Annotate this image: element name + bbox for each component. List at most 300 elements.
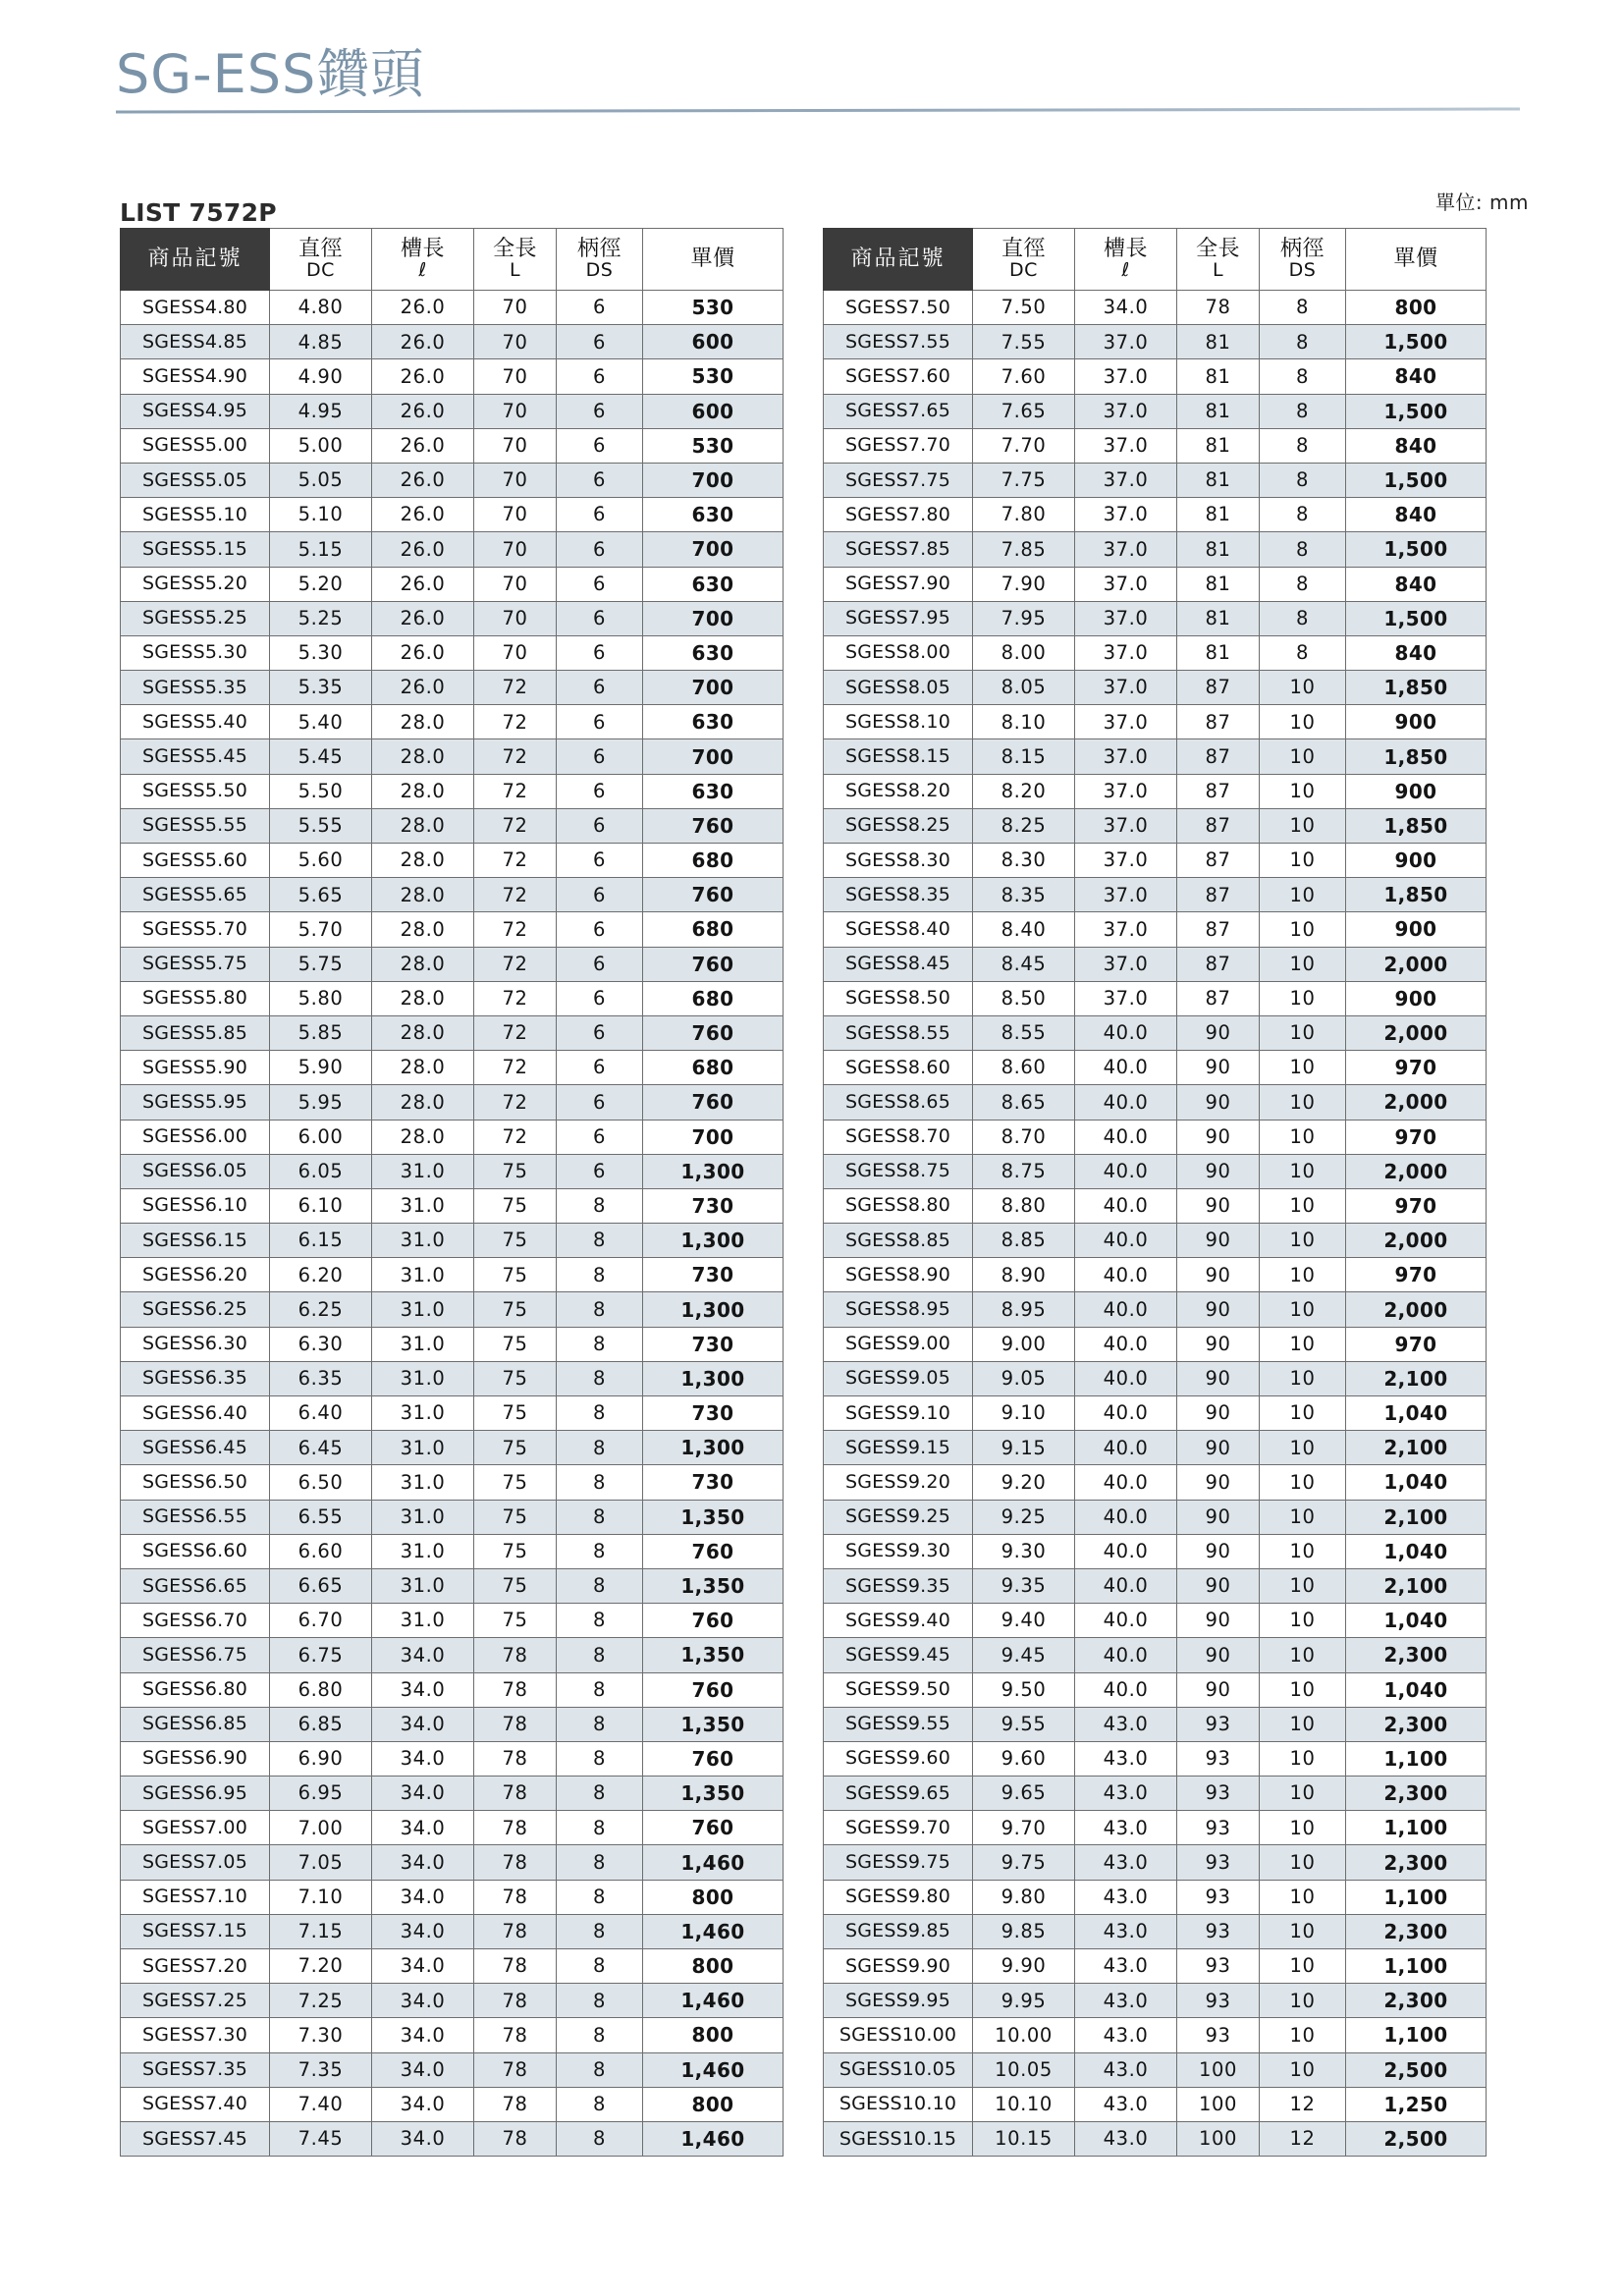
cell-shank-diameter: 8 bbox=[557, 1188, 643, 1223]
cell-unit-price: 1,850 bbox=[1346, 878, 1487, 912]
cell-diameter-dc: 6.35 bbox=[270, 1361, 372, 1395]
cell-shank-diameter: 6 bbox=[557, 671, 643, 705]
cell-unit-price: 1,040 bbox=[1346, 1534, 1487, 1568]
cell-diameter-dc: 7.85 bbox=[973, 532, 1075, 567]
cell-diameter-dc: 6.30 bbox=[270, 1327, 372, 1361]
cell-unit-price: 680 bbox=[643, 844, 784, 878]
table-row bbox=[121, 1534, 784, 1568]
cell-product-code: SGESS7.00 bbox=[121, 1811, 270, 1845]
cell-shank-diameter: 10 bbox=[1260, 1500, 1346, 1534]
col-header-unit-price bbox=[643, 229, 784, 291]
cell-overall-length: 75 bbox=[474, 1431, 557, 1465]
cell-flute-length: 40.0 bbox=[1075, 1327, 1177, 1361]
table-row bbox=[824, 1224, 1487, 1258]
cell-flute-length: 43.0 bbox=[1075, 2121, 1177, 2156]
cell-product-code: SGESS7.70 bbox=[824, 428, 973, 463]
cell-diameter-dc: 9.25 bbox=[973, 1500, 1075, 1534]
page-header bbox=[116, 43, 1530, 112]
table-row bbox=[824, 359, 1487, 394]
cell-product-code: SGESS6.80 bbox=[121, 1672, 270, 1707]
cell-overall-length: 90 bbox=[1177, 1396, 1260, 1431]
cell-overall-length: 72 bbox=[474, 1015, 557, 1050]
cell-diameter-dc: 7.15 bbox=[270, 1914, 372, 1948]
cell-flute-length: 37.0 bbox=[1075, 498, 1177, 532]
col-header-unit-price-cn: 單價 bbox=[1393, 246, 1438, 271]
cell-unit-price: 1,300 bbox=[643, 1154, 784, 1188]
cell-shank-diameter: 8 bbox=[557, 1672, 643, 1707]
cell-shank-diameter: 8 bbox=[557, 1604, 643, 1638]
cell-unit-price: 1,100 bbox=[1346, 1949, 1487, 1984]
table-row bbox=[824, 1120, 1487, 1154]
cell-shank-diameter: 6 bbox=[557, 463, 643, 497]
table-row bbox=[824, 1051, 1487, 1085]
cell-unit-price: 1,100 bbox=[1346, 1811, 1487, 1845]
cell-diameter-dc: 7.95 bbox=[973, 601, 1075, 635]
cell-diameter-dc: 9.60 bbox=[973, 1741, 1075, 1776]
cell-diameter-dc: 9.45 bbox=[973, 1638, 1075, 1672]
cell-product-code: SGESS7.35 bbox=[121, 2052, 270, 2087]
table-row bbox=[121, 705, 784, 739]
cell-shank-diameter: 8 bbox=[1260, 291, 1346, 325]
cell-product-code: SGESS9.75 bbox=[824, 1845, 973, 1880]
cell-flute-length: 43.0 bbox=[1075, 1880, 1177, 1914]
cell-unit-price: 2,500 bbox=[1346, 2121, 1487, 2156]
cell-product-code: SGESS6.20 bbox=[121, 1258, 270, 1292]
cell-diameter-dc: 8.85 bbox=[973, 1224, 1075, 1258]
cell-product-code: SGESS5.30 bbox=[121, 635, 270, 670]
cell-diameter-dc: 7.75 bbox=[973, 463, 1075, 497]
cell-product-code: SGESS6.40 bbox=[121, 1396, 270, 1431]
col-header-flute-length-en: ℓ bbox=[1121, 258, 1130, 281]
cell-shank-diameter: 6 bbox=[557, 359, 643, 394]
cell-overall-length: 70 bbox=[474, 635, 557, 670]
cell-overall-length: 90 bbox=[1177, 1465, 1260, 1500]
cell-overall-length: 90 bbox=[1177, 1051, 1260, 1085]
table-row bbox=[121, 947, 784, 981]
cell-product-code: SGESS6.30 bbox=[121, 1327, 270, 1361]
cell-shank-diameter: 6 bbox=[557, 739, 643, 774]
col-header-flute-length-en: ℓ bbox=[418, 258, 427, 281]
cell-overall-length: 78 bbox=[474, 1949, 557, 1984]
cell-product-code: SGESS6.65 bbox=[121, 1568, 270, 1603]
cell-overall-length: 70 bbox=[474, 498, 557, 532]
cell-shank-diameter: 8 bbox=[557, 2121, 643, 2156]
cell-unit-price: 2,000 bbox=[1346, 1224, 1487, 1258]
cell-shank-diameter: 10 bbox=[1260, 1361, 1346, 1395]
cell-flute-length: 43.0 bbox=[1075, 1984, 1177, 2018]
cell-flute-length: 40.0 bbox=[1075, 1396, 1177, 1431]
cell-flute-length: 34.0 bbox=[372, 1741, 474, 1776]
spec-table-right bbox=[823, 228, 1487, 2157]
cell-product-code: SGESS8.00 bbox=[824, 635, 973, 670]
cell-unit-price: 2,000 bbox=[1346, 1085, 1487, 1120]
cell-diameter-dc: 9.05 bbox=[973, 1361, 1075, 1395]
cell-flute-length: 28.0 bbox=[372, 739, 474, 774]
cell-product-code: SGESS8.50 bbox=[824, 981, 973, 1015]
table-row bbox=[824, 1154, 1487, 1188]
cell-flute-length: 34.0 bbox=[372, 1777, 474, 1811]
table-row bbox=[824, 1534, 1487, 1568]
cell-product-code: SGESS7.10 bbox=[121, 1880, 270, 1914]
table-row bbox=[824, 1845, 1487, 1880]
cell-shank-diameter: 10 bbox=[1260, 739, 1346, 774]
cell-unit-price: 700 bbox=[643, 671, 784, 705]
cell-overall-length: 93 bbox=[1177, 1914, 1260, 1948]
cell-shank-diameter: 10 bbox=[1260, 2018, 1346, 2052]
cell-unit-price: 2,300 bbox=[1346, 1777, 1487, 1811]
col-header-flute-length-cn: 槽長 bbox=[400, 236, 445, 261]
cell-product-code: SGESS6.00 bbox=[121, 1120, 270, 1154]
cell-overall-length: 70 bbox=[474, 428, 557, 463]
cell-overall-length: 70 bbox=[474, 567, 557, 601]
cell-flute-length: 31.0 bbox=[372, 1258, 474, 1292]
cell-diameter-dc: 7.35 bbox=[270, 2052, 372, 2087]
cell-unit-price: 730 bbox=[643, 1465, 784, 1500]
title-divider bbox=[116, 107, 1520, 113]
cell-overall-length: 75 bbox=[474, 1500, 557, 1534]
cell-diameter-dc: 7.00 bbox=[270, 1811, 372, 1845]
cell-overall-length: 78 bbox=[474, 2018, 557, 2052]
cell-flute-length: 37.0 bbox=[1075, 394, 1177, 428]
cell-shank-diameter: 12 bbox=[1260, 2121, 1346, 2156]
col-header-diameter-en: DC bbox=[1009, 258, 1038, 281]
cell-flute-length: 31.0 bbox=[372, 1224, 474, 1258]
cell-diameter-dc: 4.90 bbox=[270, 359, 372, 394]
cell-flute-length: 34.0 bbox=[372, 2087, 474, 2121]
cell-unit-price: 1,100 bbox=[1346, 2018, 1487, 2052]
cell-flute-length: 34.0 bbox=[372, 1811, 474, 1845]
header-row bbox=[121, 229, 784, 291]
cell-diameter-dc: 6.95 bbox=[270, 1777, 372, 1811]
spec-table-left-wrapper bbox=[120, 228, 783, 2157]
cell-product-code: SGESS7.55 bbox=[824, 325, 973, 359]
cell-shank-diameter: 8 bbox=[1260, 601, 1346, 635]
cell-shank-diameter: 10 bbox=[1260, 1051, 1346, 1085]
col-header-shank-diameter-en: DS bbox=[585, 258, 614, 281]
cell-product-code: SGESS7.95 bbox=[824, 601, 973, 635]
cell-shank-diameter: 10 bbox=[1260, 1120, 1346, 1154]
cell-shank-diameter: 6 bbox=[557, 601, 643, 635]
cell-flute-length: 40.0 bbox=[1075, 1120, 1177, 1154]
cell-diameter-dc: 6.25 bbox=[270, 1292, 372, 1327]
cell-unit-price: 1,500 bbox=[1346, 463, 1487, 497]
table-header-right bbox=[824, 229, 1487, 291]
cell-shank-diameter: 10 bbox=[1260, 1224, 1346, 1258]
cell-shank-diameter: 10 bbox=[1260, 1672, 1346, 1707]
cell-product-code: SGESS7.30 bbox=[121, 2018, 270, 2052]
table-row bbox=[824, 325, 1487, 359]
cell-shank-diameter: 10 bbox=[1260, 1396, 1346, 1431]
cell-unit-price: 800 bbox=[643, 1949, 784, 1984]
table-row bbox=[121, 394, 784, 428]
cell-shank-diameter: 8 bbox=[557, 1568, 643, 1603]
cell-diameter-dc: 9.95 bbox=[973, 1984, 1075, 2018]
cell-overall-length: 78 bbox=[474, 1672, 557, 1707]
cell-diameter-dc: 6.65 bbox=[270, 1568, 372, 1603]
cell-unit-price: 2,000 bbox=[1346, 1154, 1487, 1188]
table-row bbox=[824, 1327, 1487, 1361]
cell-product-code: SGESS6.95 bbox=[121, 1777, 270, 1811]
cell-overall-length: 90 bbox=[1177, 1361, 1260, 1395]
table-row bbox=[824, 1672, 1487, 1707]
cell-diameter-dc: 6.85 bbox=[270, 1707, 372, 1741]
cell-overall-length: 93 bbox=[1177, 1777, 1260, 1811]
cell-product-code: SGESS7.50 bbox=[824, 291, 973, 325]
cell-shank-diameter: 8 bbox=[557, 1361, 643, 1395]
cell-flute-length: 31.0 bbox=[372, 1604, 474, 1638]
cell-product-code: SGESS9.40 bbox=[824, 1604, 973, 1638]
cell-overall-length: 78 bbox=[474, 1811, 557, 1845]
cell-flute-length: 43.0 bbox=[1075, 1707, 1177, 1741]
cell-unit-price: 840 bbox=[1346, 359, 1487, 394]
cell-flute-length: 43.0 bbox=[1075, 1914, 1177, 1948]
cell-unit-price: 700 bbox=[643, 1120, 784, 1154]
cell-flute-length: 43.0 bbox=[1075, 2087, 1177, 2121]
cell-unit-price: 1,460 bbox=[643, 1845, 784, 1880]
cell-shank-diameter: 10 bbox=[1260, 774, 1346, 808]
cell-diameter-dc: 8.10 bbox=[973, 705, 1075, 739]
cell-unit-price: 1,460 bbox=[643, 1984, 784, 2018]
table-row bbox=[824, 1741, 1487, 1776]
table-row bbox=[121, 1880, 784, 1914]
table-row bbox=[121, 1984, 784, 2018]
cell-flute-length: 31.0 bbox=[372, 1534, 474, 1568]
cell-product-code: SGESS6.45 bbox=[121, 1431, 270, 1465]
cell-overall-length: 78 bbox=[474, 2052, 557, 2087]
cell-diameter-dc: 6.20 bbox=[270, 1258, 372, 1292]
table-row bbox=[824, 1085, 1487, 1120]
cell-diameter-dc: 9.00 bbox=[973, 1327, 1075, 1361]
cell-diameter-dc: 8.95 bbox=[973, 1292, 1075, 1327]
table-row bbox=[121, 601, 784, 635]
cell-shank-diameter: 8 bbox=[557, 1811, 643, 1845]
cell-diameter-dc: 7.70 bbox=[973, 428, 1075, 463]
cell-shank-diameter: 6 bbox=[557, 981, 643, 1015]
cell-shank-diameter: 6 bbox=[557, 532, 643, 567]
cell-flute-length: 26.0 bbox=[372, 498, 474, 532]
cell-unit-price: 760 bbox=[643, 1015, 784, 1050]
cell-product-code: SGESS4.90 bbox=[121, 359, 270, 394]
cell-overall-length: 70 bbox=[474, 532, 557, 567]
cell-product-code: SGESS10.15 bbox=[824, 2121, 973, 2156]
cell-unit-price: 800 bbox=[643, 2018, 784, 2052]
cell-product-code: SGESS6.60 bbox=[121, 1534, 270, 1568]
cell-product-code: SGESS7.40 bbox=[121, 2087, 270, 2121]
cell-overall-length: 75 bbox=[474, 1568, 557, 1603]
cell-overall-length: 78 bbox=[474, 1845, 557, 1880]
cell-flute-length: 40.0 bbox=[1075, 1604, 1177, 1638]
cell-overall-length: 75 bbox=[474, 1327, 557, 1361]
cell-flute-length: 34.0 bbox=[372, 1707, 474, 1741]
cell-unit-price: 1,300 bbox=[643, 1431, 784, 1465]
cell-overall-length: 100 bbox=[1177, 2052, 1260, 2087]
cell-shank-diameter: 10 bbox=[1260, 1914, 1346, 1948]
cell-product-code: SGESS7.15 bbox=[121, 1914, 270, 1948]
cell-shank-diameter: 10 bbox=[1260, 1707, 1346, 1741]
table-row bbox=[121, 1672, 784, 1707]
cell-overall-length: 87 bbox=[1177, 844, 1260, 878]
cell-shank-diameter: 12 bbox=[1260, 2087, 1346, 2121]
cell-unit-price: 1,350 bbox=[643, 1568, 784, 1603]
cell-product-code: SGESS5.10 bbox=[121, 498, 270, 532]
cell-overall-length: 93 bbox=[1177, 1880, 1260, 1914]
cell-flute-length: 43.0 bbox=[1075, 1811, 1177, 1845]
cell-unit-price: 1,300 bbox=[643, 1292, 784, 1327]
cell-overall-length: 90 bbox=[1177, 1154, 1260, 1188]
cell-diameter-dc: 8.45 bbox=[973, 947, 1075, 981]
cell-diameter-dc: 10.05 bbox=[973, 2052, 1075, 2087]
cell-unit-price: 970 bbox=[1346, 1120, 1487, 1154]
table-row bbox=[824, 878, 1487, 912]
cell-product-code: SGESS8.80 bbox=[824, 1188, 973, 1223]
table-row bbox=[824, 2121, 1487, 2156]
cell-unit-price: 1,300 bbox=[643, 1361, 784, 1395]
cell-unit-price: 840 bbox=[1346, 498, 1487, 532]
cell-shank-diameter: 8 bbox=[557, 1741, 643, 1776]
cell-product-code: SGESS8.05 bbox=[824, 671, 973, 705]
cell-shank-diameter: 6 bbox=[557, 394, 643, 428]
cell-unit-price: 1,850 bbox=[1346, 808, 1487, 843]
cell-diameter-dc: 5.40 bbox=[270, 705, 372, 739]
table-row bbox=[121, 1845, 784, 1880]
cell-diameter-dc: 5.15 bbox=[270, 532, 372, 567]
cell-overall-length: 100 bbox=[1177, 2121, 1260, 2156]
cell-flute-length: 26.0 bbox=[372, 567, 474, 601]
cell-flute-length: 31.0 bbox=[372, 1327, 474, 1361]
cell-shank-diameter: 8 bbox=[1260, 463, 1346, 497]
cell-product-code: SGESS9.35 bbox=[824, 1568, 973, 1603]
cell-flute-length: 40.0 bbox=[1075, 1188, 1177, 1223]
cell-overall-length: 90 bbox=[1177, 1568, 1260, 1603]
cell-diameter-dc: 8.25 bbox=[973, 808, 1075, 843]
cell-unit-price: 760 bbox=[643, 1741, 784, 1776]
table-row bbox=[121, 2052, 784, 2087]
cell-flute-length: 40.0 bbox=[1075, 1154, 1177, 1188]
cell-product-code: SGESS9.15 bbox=[824, 1431, 973, 1465]
cell-product-code: SGESS8.40 bbox=[824, 912, 973, 947]
cell-shank-diameter: 8 bbox=[557, 1777, 643, 1811]
cell-flute-length: 34.0 bbox=[372, 1949, 474, 1984]
cell-product-code: SGESS4.85 bbox=[121, 325, 270, 359]
cell-diameter-dc: 8.65 bbox=[973, 1085, 1075, 1120]
cell-shank-diameter: 10 bbox=[1260, 947, 1346, 981]
col-header-shank-diameter-cn: 柄徑 bbox=[1279, 236, 1325, 261]
table-row bbox=[121, 2121, 784, 2156]
cell-flute-length: 43.0 bbox=[1075, 1777, 1177, 1811]
cell-overall-length: 78 bbox=[474, 2121, 557, 2156]
cell-overall-length: 72 bbox=[474, 947, 557, 981]
cell-diameter-dc: 10.10 bbox=[973, 2087, 1075, 2121]
cell-shank-diameter: 6 bbox=[557, 428, 643, 463]
cell-shank-diameter: 6 bbox=[557, 1120, 643, 1154]
cell-diameter-dc: 8.00 bbox=[973, 635, 1075, 670]
cell-diameter-dc: 8.75 bbox=[973, 1154, 1075, 1188]
cell-shank-diameter: 6 bbox=[557, 1085, 643, 1120]
cell-flute-length: 37.0 bbox=[1075, 601, 1177, 635]
cell-product-code: SGESS8.65 bbox=[824, 1085, 973, 1120]
cell-unit-price: 760 bbox=[643, 808, 784, 843]
cell-flute-length: 34.0 bbox=[372, 1638, 474, 1672]
cell-product-code: SGESS6.25 bbox=[121, 1292, 270, 1327]
table-row bbox=[824, 567, 1487, 601]
cell-overall-length: 87 bbox=[1177, 739, 1260, 774]
cell-flute-length: 40.0 bbox=[1075, 1051, 1177, 1085]
col-header-shank-diameter bbox=[557, 229, 643, 291]
table-row bbox=[824, 1914, 1487, 1948]
cell-diameter-dc: 9.35 bbox=[973, 1568, 1075, 1603]
cell-unit-price: 630 bbox=[643, 774, 784, 808]
cell-product-code: SGESS9.30 bbox=[824, 1534, 973, 1568]
cell-diameter-dc: 5.30 bbox=[270, 635, 372, 670]
cell-diameter-dc: 8.90 bbox=[973, 1258, 1075, 1292]
cell-unit-price: 680 bbox=[643, 912, 784, 947]
cell-overall-length: 70 bbox=[474, 291, 557, 325]
cell-diameter-dc: 7.20 bbox=[270, 1949, 372, 1984]
table-row bbox=[121, 1188, 784, 1223]
table-row bbox=[121, 428, 784, 463]
cell-diameter-dc: 6.50 bbox=[270, 1465, 372, 1500]
cell-flute-length: 31.0 bbox=[372, 1568, 474, 1603]
cell-flute-length: 28.0 bbox=[372, 808, 474, 843]
cell-shank-diameter: 8 bbox=[557, 1707, 643, 1741]
cell-shank-diameter: 10 bbox=[1260, 878, 1346, 912]
table-row bbox=[121, 1154, 784, 1188]
cell-unit-price: 2,300 bbox=[1346, 1984, 1487, 2018]
cell-flute-length: 34.0 bbox=[372, 2018, 474, 2052]
cell-diameter-dc: 7.55 bbox=[973, 325, 1075, 359]
cell-shank-diameter: 6 bbox=[557, 774, 643, 808]
cell-unit-price: 2,100 bbox=[1346, 1500, 1487, 1534]
cell-shank-diameter: 8 bbox=[1260, 635, 1346, 670]
table-row bbox=[824, 394, 1487, 428]
col-header-flute-length bbox=[372, 229, 474, 291]
cell-diameter-dc: 9.90 bbox=[973, 1949, 1075, 1984]
cell-unit-price: 840 bbox=[1346, 635, 1487, 670]
table-row bbox=[824, 2018, 1487, 2052]
cell-product-code: SGESS9.10 bbox=[824, 1396, 973, 1431]
cell-product-code: SGESS8.95 bbox=[824, 1292, 973, 1327]
cell-product-code: SGESS6.10 bbox=[121, 1188, 270, 1223]
cell-unit-price: 730 bbox=[643, 1188, 784, 1223]
cell-overall-length: 72 bbox=[474, 774, 557, 808]
cell-overall-length: 70 bbox=[474, 601, 557, 635]
cell-unit-price: 1,100 bbox=[1346, 1880, 1487, 1914]
table-row bbox=[824, 1292, 1487, 1327]
cell-flute-length: 40.0 bbox=[1075, 1085, 1177, 1120]
cell-unit-price: 1,350 bbox=[643, 1707, 784, 1741]
cell-flute-length: 37.0 bbox=[1075, 947, 1177, 981]
cell-unit-price: 1,850 bbox=[1346, 739, 1487, 774]
table-row bbox=[824, 1880, 1487, 1914]
cell-product-code: SGESS7.90 bbox=[824, 567, 973, 601]
cell-shank-diameter: 8 bbox=[1260, 325, 1346, 359]
cell-diameter-dc: 7.65 bbox=[973, 394, 1075, 428]
page-title: SG-ESS鑽頭 bbox=[116, 43, 425, 105]
cell-diameter-dc: 5.60 bbox=[270, 844, 372, 878]
cell-product-code: SGESS6.75 bbox=[121, 1638, 270, 1672]
table-row bbox=[824, 428, 1487, 463]
cell-overall-length: 78 bbox=[474, 1777, 557, 1811]
cell-flute-length: 26.0 bbox=[372, 359, 474, 394]
cell-unit-price: 700 bbox=[643, 532, 784, 567]
table-header-left bbox=[121, 229, 784, 291]
cell-overall-length: 75 bbox=[474, 1361, 557, 1395]
col-header-shank-diameter-en: DS bbox=[1288, 258, 1317, 281]
cell-diameter-dc: 6.15 bbox=[270, 1224, 372, 1258]
table-row bbox=[121, 1327, 784, 1361]
cell-shank-diameter: 10 bbox=[1260, 1568, 1346, 1603]
cell-product-code: SGESS5.75 bbox=[121, 947, 270, 981]
